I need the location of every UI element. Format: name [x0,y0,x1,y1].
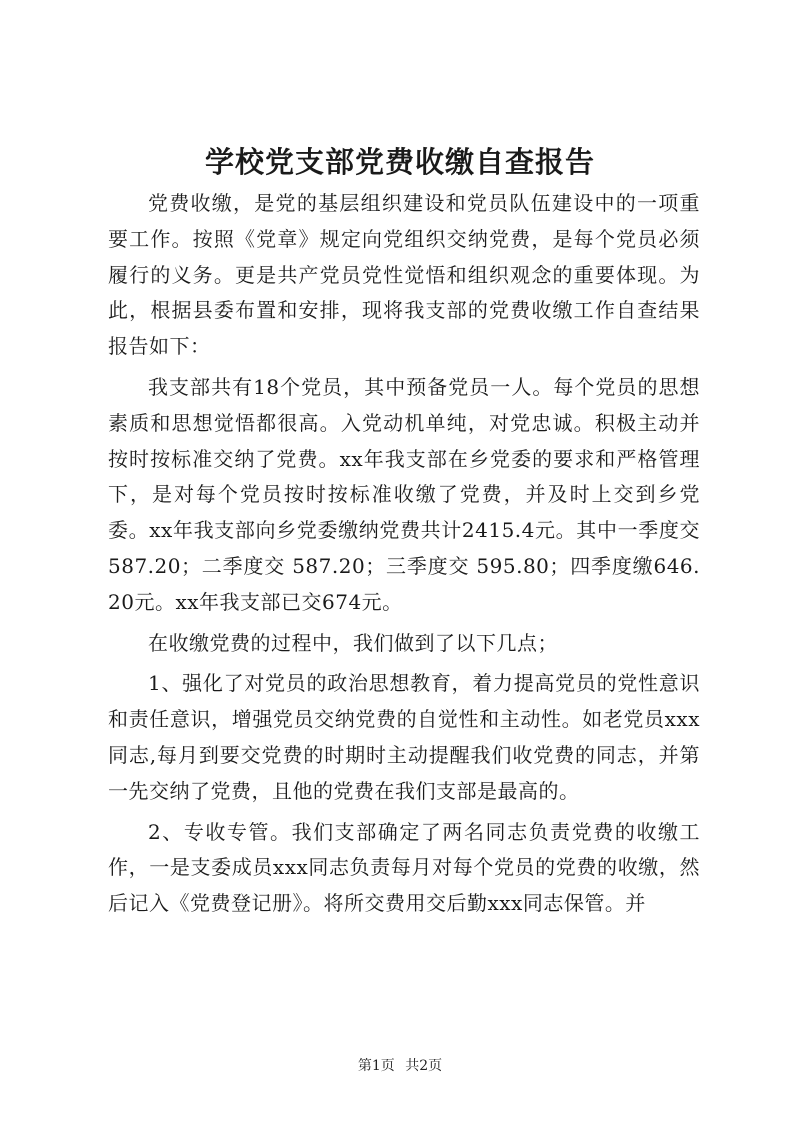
paragraph-point-1: 1、强化了对党员的政治思想教育，着力提高党员的党性意识和责任意识，增强党员交纳党费的自觉性和主动性。如老党员xxx同志,每月到要交党费的时期时主动提醒我们收党费的同志，并第一先交纳了党费，且他的党费在我们支部是最高的。 [108,671,700,803]
page-number: 第1页 [357,1058,395,1074]
paragraph-points-intro: 在收缴党费的过程中，我们做到了以下几点； [148,630,558,655]
paragraph-intro: 党费收缴，是党的基层组织建设和党员队伍建设中的一项重要工作。按照《党章》规定向党组织交纳党费，是每个党员必须履行的义务。更是共产党员党性觉悟和组织观念的重要体现。为此，根据县委布置和安排，现将我支部的党费收缴工作自查结果报告如下： [108,191,700,359]
paragraph-point-2: 2、专收专管。我们支部确定了两名同志负责党费的收缴工作，一是支委成员xxx同志负责每月对每个党员的党费的收缴，然后记入《党费登记册》。将所交费用交后勤xxx同志保管。并 [108,819,700,916]
paragraph-membership: 我支部共有18个党员，其中预备党员一人。每个党员的思想素质和思想觉悟都很高。入党动机单纯，对党忠诚。积极主动并按时按标准交纳了党费。xx年我支部在乡党委的要求和严格管理下，是对每个党员按时按标准收缴了党费，并及时上交到乡党委。xx年我支部向乡党委缴纳党费共计2415.4元。其中一季度交 587.20；二季度交 587.20；三季度交 595.80；四季度缴646.20元。xx年我支部已交674元。 [108,374,700,614]
document-body [108,186,700,927]
page-footer [0,1056,800,1076]
page-total: 共2页 [405,1058,443,1074]
document-title: 学校党支部党费收缴自查报告 [204,145,595,179]
